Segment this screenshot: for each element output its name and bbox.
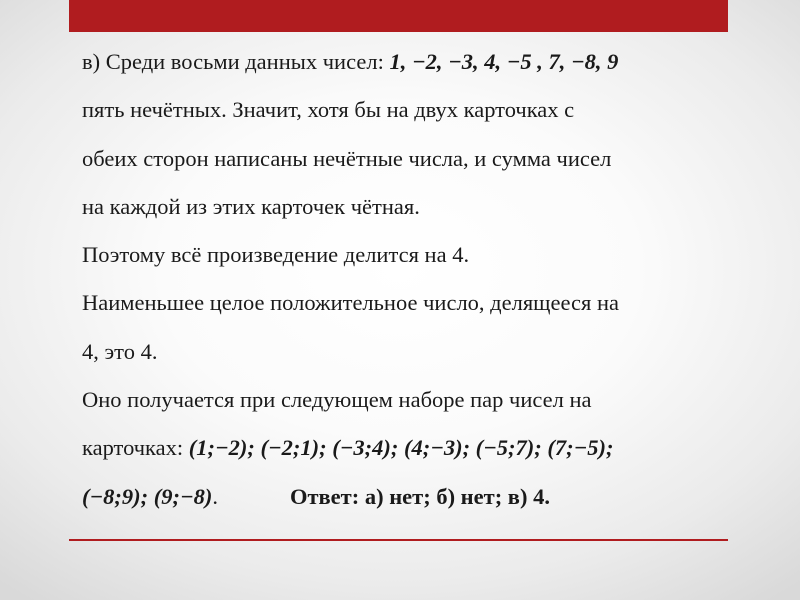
text-line-1 — [82, 38, 732, 86]
slide-text — [82, 38, 732, 521]
text-line-10 — [82, 473, 732, 521]
line1-text: в) Среди восьми данных чисел: — [82, 49, 390, 74]
text-line-7: 4, это 4. — [82, 338, 158, 364]
numbers-list: 1, −2, −3, 4, −5 , 7, −8, 9 — [389, 49, 619, 74]
line9-text: карточках: — [82, 435, 189, 461]
answer-text: Ответ: а) нет; б) нет; в) 4. — [289, 483, 550, 509]
line10-period: . — [212, 483, 218, 509]
text-line-8: Оно получается при следующем наборе пар чисел на — [82, 387, 592, 413]
text-line-6: Наименьшее целое положительное число, делящееся на — [82, 290, 620, 316]
top-accent-bar — [69, 0, 728, 32]
text-line-2: пять нечётных. Значит, хотя бы на двух карточках с — [82, 97, 575, 123]
text-line-3: обеих сторон написаны нечётные числа, и сумма чисел — [82, 145, 612, 171]
text-line-9 — [82, 424, 732, 472]
text-line-5: Поэтому всё произведение делится на 4. — [82, 242, 470, 268]
text-line-4: на каждой из этих карточек чётная. — [82, 193, 420, 219]
bottom-divider — [69, 539, 728, 541]
pairs-list: (1;−2); (−2;1); (−3;4); (4;−3); (−5;7); (7;−5); — [188, 435, 614, 461]
pairs-list-end: (−8;9); (9;−8) — [82, 483, 213, 509]
